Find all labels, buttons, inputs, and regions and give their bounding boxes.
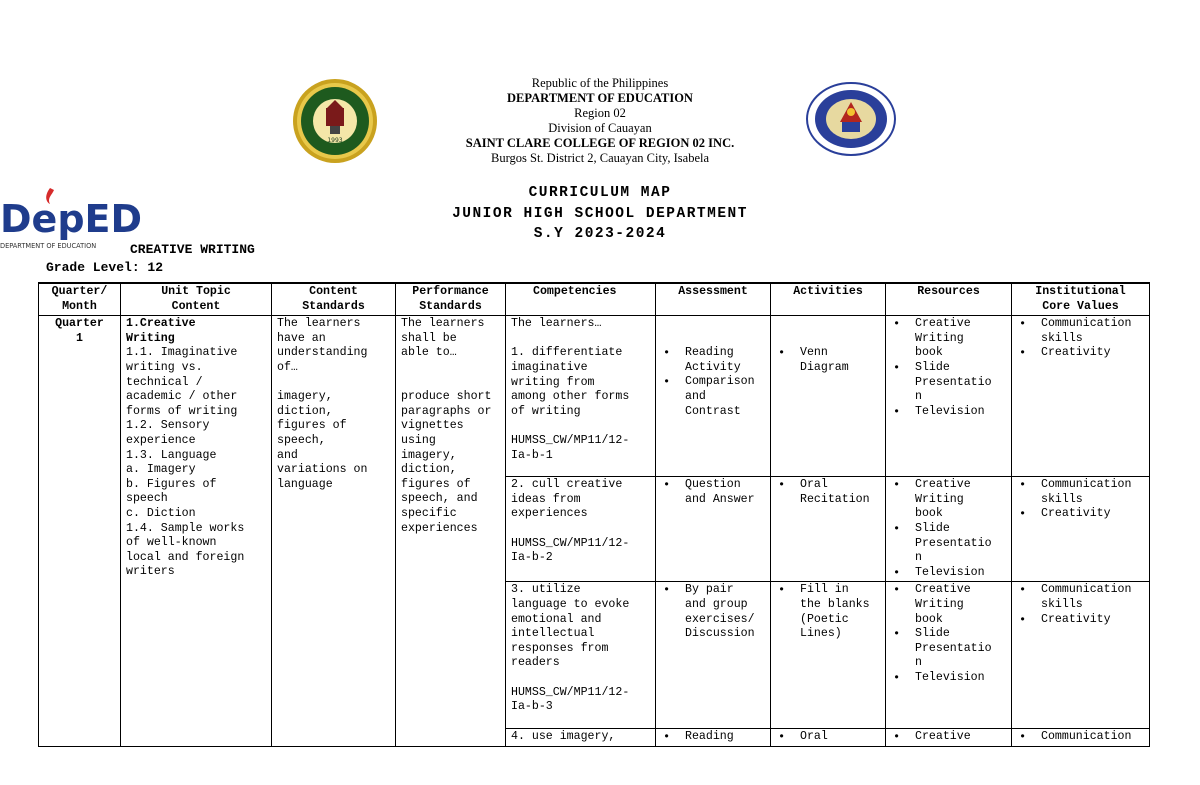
resources-cell [886, 582, 1012, 729]
list-item: • Reading [661, 730, 765, 745]
resources-cell [886, 477, 1012, 582]
values-cell [1012, 316, 1150, 477]
col-header-performance: Performance Standards [396, 283, 506, 316]
activities-cell [771, 477, 886, 582]
grade-level: Grade Level: 12 [46, 260, 164, 275]
list-item: • Comparison and Contrast [661, 375, 765, 419]
activities-cell [771, 729, 886, 747]
list-item: • Creativity [1017, 613, 1144, 628]
quarter-cell: Quarter 1 [39, 316, 121, 747]
list-item: • Creative Writing book [891, 317, 1006, 361]
list-item: • Slide Presentatio n [891, 627, 1006, 671]
deped-logo-wordmark: DepED [0, 197, 143, 241]
col-header-unit: Unit Topic Content [121, 283, 272, 316]
activities-cell [771, 316, 886, 477]
values-cell [1012, 582, 1150, 729]
subject-title: CREATIVE WRITING [130, 242, 255, 257]
competency-cell: 4. use imagery, [506, 729, 656, 747]
unit-body: 1.1. Imaginative writing vs. technical / academic / other forms of writing 1.2. Sensory experience 1.3. Language a. Imagery b. Figures of speech c. Diction 1.4. Sample works of well-known local and foreign writers [126, 346, 245, 579]
assessment-cell [656, 477, 771, 582]
unit-title: 1.Creative Writing [126, 317, 196, 345]
assessment-cell [656, 316, 771, 477]
list-item: • Communication skills [1017, 317, 1144, 346]
list-item: • Fill in the blanks (Poetic Lines) [776, 583, 880, 641]
list-item: • Question and Answer [661, 478, 765, 507]
list-item: • By pair and group exercises/ Discussion [661, 583, 765, 641]
resources-cell [886, 316, 1012, 477]
list-item: • Television [891, 671, 1006, 686]
values-cell [1012, 729, 1150, 747]
content-standards-cell: The learners have an understanding of… imagery, diction, figures of speech, and variations on language [272, 316, 396, 747]
list-item: • Creative [891, 730, 1006, 745]
list-item: • Oral [776, 730, 880, 745]
list-item: • Creative Writing book [891, 583, 1006, 627]
school-name: SAINT CLARE COLLEGE OF REGION 02 INC. [465, 136, 735, 150]
table-header-row [39, 283, 1150, 316]
division-line: Division of Cauayan [548, 121, 652, 135]
list-item: • Communication skills [1017, 478, 1144, 507]
document-titles [0, 183, 1200, 245]
col-header-content: Content Standards [272, 283, 396, 316]
list-item: • Communication skills [1017, 583, 1144, 612]
list-item: • Creativity [1017, 346, 1144, 361]
col-header-competencies: Competencies [506, 283, 656, 316]
col-header-resources: Resources [886, 283, 1012, 316]
col-header-quarter: Quarter/ Month [39, 283, 121, 316]
values-cell [1012, 477, 1150, 582]
document-header [0, 76, 1200, 166]
col-header-assessment: Assessment [656, 283, 771, 316]
list-item: • Venn Diagram [776, 346, 880, 375]
resources-cell [886, 729, 1012, 747]
unit-topic-cell [121, 316, 272, 747]
republic-line: Republic of the Philippines [531, 76, 669, 90]
performance-standards-cell: The learners shall be able to… produce short paragraphs or vignettes using imagery, diction, figures of speech, and specific experiences [396, 316, 506, 747]
list-item: • Television [891, 566, 1006, 581]
competency-cell: 3. utilize language to evoke emotional and intellectual responses from readers HUMSS_CW/MP11/12- Ia-b-3 [506, 582, 656, 729]
list-item: • Communication [1017, 730, 1144, 745]
title-curriculum-map: CURRICULUM MAP [528, 185, 672, 201]
competency-cell: 2. cull creative ideas from experiences HUMSS_CW/MP11/12- Ia-b-2 [506, 477, 656, 582]
list-item: • Television [891, 405, 1006, 420]
title-school-year: S.Y 2023-2024 [533, 226, 667, 242]
department-line: DEPARTMENT OF EDUCATION [507, 91, 693, 105]
deped-logo-subtext: DEPARTMENT OF EDUCATION [0, 242, 97, 250]
list-item: • Slide Presentatio n [891, 361, 1006, 405]
list-item: • Creative Writing book [891, 478, 1006, 522]
svg-text:1993: 1993 [327, 137, 343, 144]
title-department: JUNIOR HIGH SCHOOL DEPARTMENT [452, 205, 748, 222]
competency-cell: The learners… 1. differentiate imaginative writing from among other forms of writing HUMSS_CW/MP11/12- Ia-b-1 [506, 316, 656, 477]
list-item: • Reading Activity [661, 346, 765, 375]
list-item: • Creativity [1017, 507, 1144, 522]
table-row [39, 316, 1150, 477]
assessment-cell [656, 582, 771, 729]
col-header-activities: Activities [771, 283, 886, 316]
list-item: • Slide Presentatio n [891, 522, 1006, 566]
school-address: Burgos St. District 2, Cauayan City, Isabela [490, 151, 710, 165]
col-header-values: Institutional Core Values [1012, 283, 1150, 316]
curriculum-table [38, 282, 1150, 747]
list-item: • Oral Recitation [776, 478, 880, 507]
assessment-cell [656, 729, 771, 747]
activities-cell [771, 582, 886, 729]
region-line: Region 02 [574, 106, 626, 120]
